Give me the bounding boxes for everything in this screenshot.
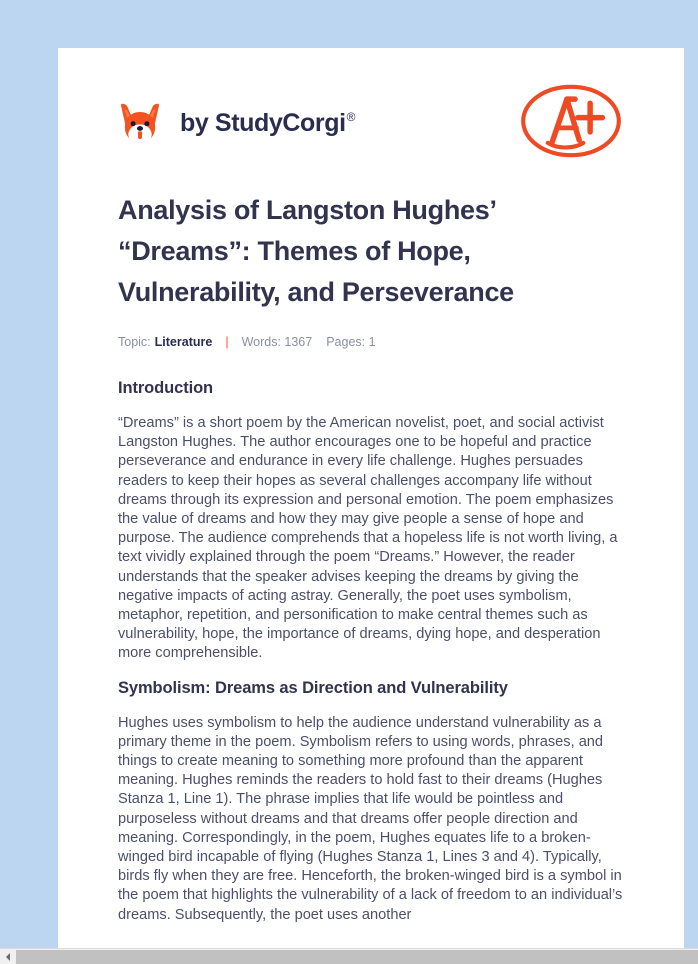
section-heading-introduction: Introduction: [118, 379, 214, 397]
a-plus-circle-icon: [516, 80, 626, 167]
word-count: Words: 1367: [241, 335, 313, 349]
chevron-left-icon[interactable]: [0, 949, 16, 964]
brand-prefix: by: [180, 108, 215, 137]
document-header: [118, 86, 626, 160]
topic-label: Topic:: [118, 335, 151, 349]
document-meta: [118, 335, 626, 349]
brand-name: [180, 109, 355, 138]
page-count: Pages: 1: [326, 335, 376, 349]
section-heading-symbolism: Symbolism: Dreams as Direction and Vulnerability: [118, 678, 508, 697]
registered-trademark-icon: ®: [346, 110, 356, 125]
document-sheet: [58, 48, 684, 948]
paragraph: Hughes uses symbolism to help the audience understand vulnerability as a primary theme in the poem. Symbolism refers to using words, phrases, and things to create meaning to something more profound than the apparent meaning. Hughes reminds the readers to hold fast to their dreams (Hughes Stanza 1, Line 1). The phrase implies that life would be pointless and purposeless without dreams and that dreams offer people direction and meaning. Correspondingly, in the poem, Hughes equates life to a broken-winged bird incapable of flying (Hughes Stanza 1, Lines 3 and 4). Typically, birds fly when they are free. Henceforth, the broken-winged bird is a symbol in the poem that highlights the vulnerability of a lack of freedom to an individual’s dreams. Subsequently, the poet uses another: [118, 714, 623, 923]
scrollbar-track[interactable]: [16, 949, 698, 964]
page-title: Analysis of Langston Hughes’ “Dreams”: Themes of Hope, Vulnerability, and Perseverance: [118, 195, 514, 307]
brand-title: StudyCorgi: [214, 108, 346, 137]
paragraph: “Dreams” is a short poem by the American novelist, poet, and social activist Langston Hughes. The author encourages one to be hopeful and practice perseverance and endurance in every life challenge. Hughes persuades readers to keep their hopes as several challenges accompany life without dreams through its expression and personal emotion. The poem emphasizes the value of dreams and how they may give people a sense of hope and purpose. The audience comprehends that a hopeless life is not worth living, a text vividly explained through the poem “Dreams.” However, the reader understands that the speaker advises keeping the dreams by giving the negative impacts of acting astray. Generally, the poet uses symbolism, metaphor, repetition, and personification to make central themes such as vulnerability, hope, the importance of dreams, dying hope, and desperation more comprehensible.: [118, 415, 618, 662]
corgi-head-icon: [118, 101, 162, 145]
horizontal-scrollbar[interactable]: [0, 948, 698, 964]
document-content: [58, 48, 684, 925]
brand-lockup[interactable]: [118, 101, 355, 145]
scrollbar-thumb[interactable]: [16, 950, 698, 964]
meta-separator: |: [225, 335, 229, 349]
topic-link[interactable]: Literature: [154, 335, 213, 349]
